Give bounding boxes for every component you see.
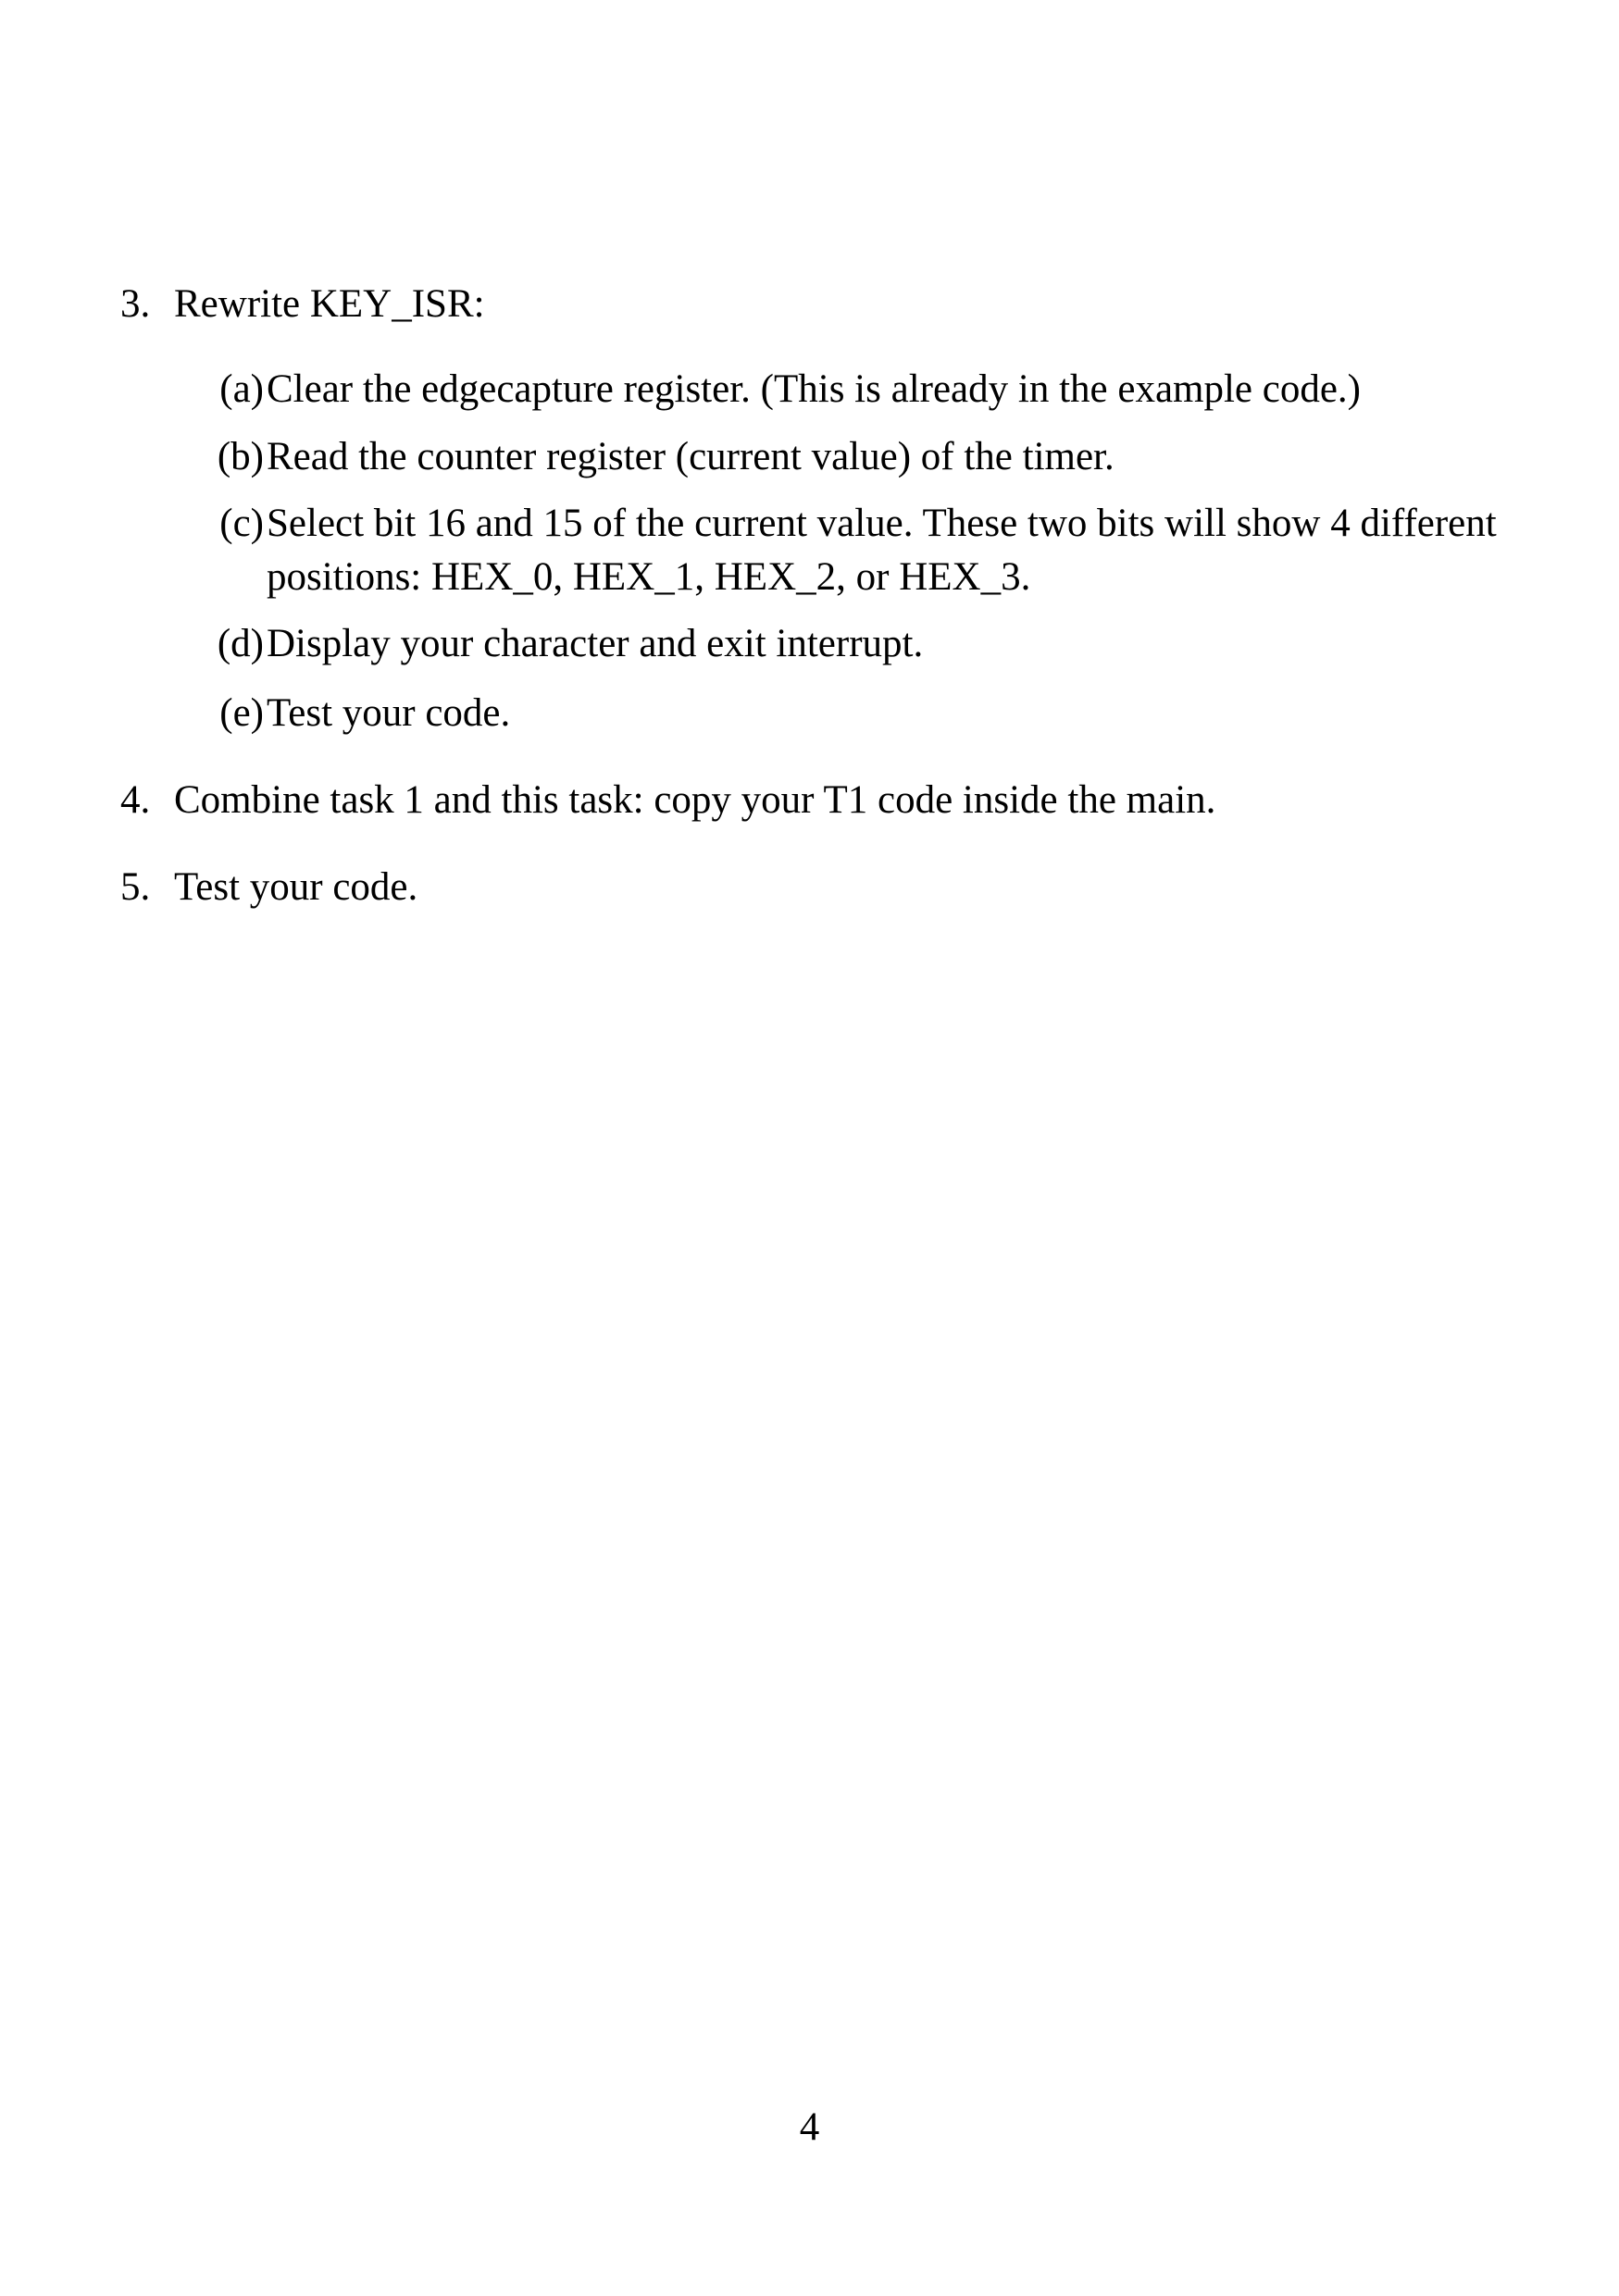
sub-item-line: positions: HEX_0, HEX_1, HEX_2, or HEX_3. — [267, 555, 1031, 599]
sub-item-line: Read the counter register (current value) of the timer. — [267, 435, 1115, 478]
list-item-number: 5. — [120, 865, 151, 909]
sub-item-text — [267, 430, 1535, 484]
sub-item-label: (a) — [219, 367, 264, 411]
sub-item-label: (b) — [217, 435, 264, 478]
list-item-number: 3. — [120, 282, 151, 326]
list-item-number: 4. — [120, 778, 151, 822]
sub-item-line: Clear the edgecapture register. (This is already in the example code.) — [267, 367, 1361, 411]
list-item-text: Test your code. — [174, 865, 418, 909]
sub-item-line: Test your code. — [267, 691, 511, 735]
sub-item-line: Select bit 16 and 15 of the current value. These two bits will show 4 different — [267, 502, 1497, 545]
sub-item-label: (d) — [217, 622, 264, 665]
page-number: 4 — [799, 2105, 820, 2149]
sub-item-text — [267, 687, 1535, 740]
list-item-text: Rewrite KEY_ISR: — [174, 282, 485, 326]
sub-item-line: Display your character and exit interrupt. — [267, 622, 924, 665]
list-item-text: Combine task 1 and this task: copy your T1 code inside the main. — [174, 778, 1216, 822]
sub-item-text — [267, 363, 1535, 416]
sub-item-label: (c) — [219, 502, 264, 545]
sub-item-text — [267, 497, 1535, 604]
sub-item-label: (e) — [219, 691, 264, 735]
sub-item-text — [267, 617, 1535, 671]
